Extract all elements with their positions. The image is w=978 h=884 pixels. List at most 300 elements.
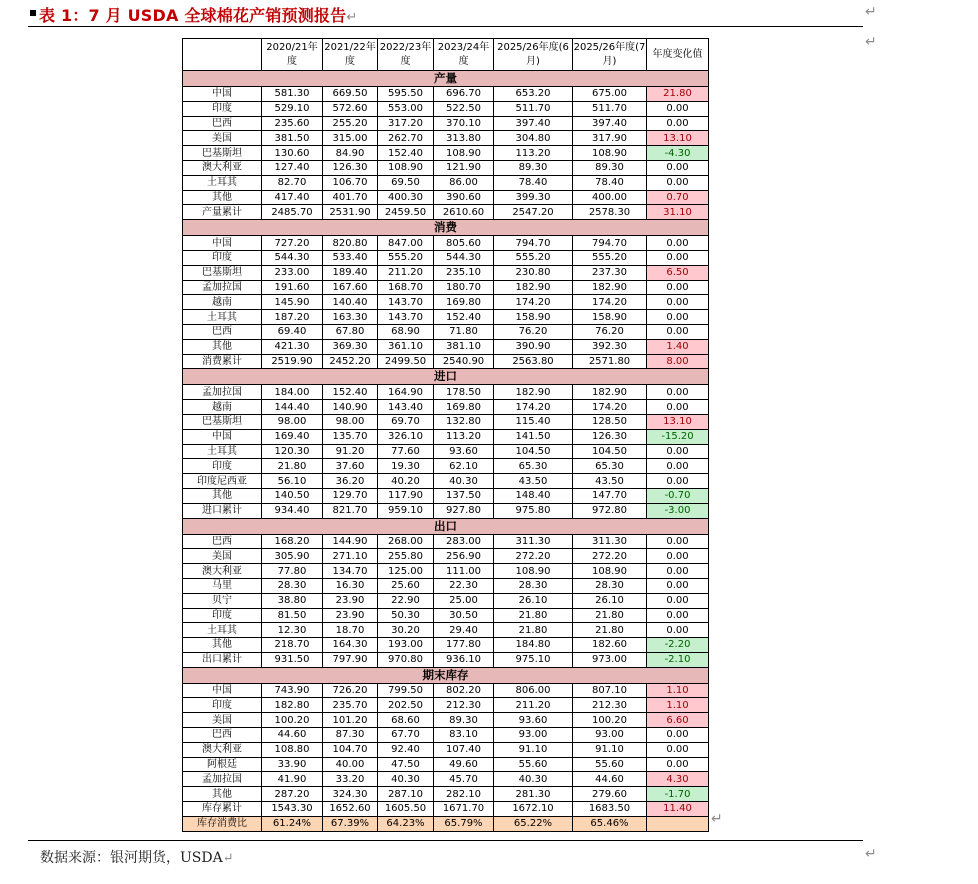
data-cell: 167.60: [323, 280, 378, 295]
data-cell: 182.90: [494, 385, 573, 400]
row-label: 印度: [183, 101, 262, 116]
change-value: 0.00: [647, 175, 709, 190]
column-header: 2025/26年度(6月): [494, 39, 573, 71]
data-cell: 973.00: [573, 652, 647, 667]
table-row: [183, 131, 709, 146]
paragraph-mark-icon: ↵: [865, 4, 877, 20]
data-cell: 93.60: [494, 713, 573, 728]
table-row: [183, 175, 709, 190]
data-cell: 1652.60: [323, 802, 378, 817]
table-row: [183, 295, 709, 310]
change-value: 0.00: [647, 534, 709, 549]
data-cell: 47.50: [378, 757, 434, 772]
title-bar: [28, 2, 863, 27]
data-cell: 104.70: [323, 742, 378, 757]
data-cell: 22.30: [434, 578, 494, 593]
row-label: 巴基斯坦: [183, 265, 262, 280]
row-label: 其他: [183, 638, 262, 653]
data-cell: 390.90: [494, 339, 573, 354]
data-cell: 38.80: [262, 593, 323, 608]
data-cell: 805.60: [434, 236, 494, 251]
data-cell: 92.40: [378, 742, 434, 757]
data-cell: 271.10: [323, 549, 378, 564]
data-cell: 400.00: [573, 190, 647, 205]
data-cell: 799.50: [378, 683, 434, 698]
data-cell: 272.20: [494, 549, 573, 564]
table-row: [183, 757, 709, 772]
section-header-row: [183, 518, 709, 534]
data-cell: 675.00: [573, 87, 647, 102]
data-cell: 29.40: [434, 623, 494, 638]
data-cell: 182.60: [573, 638, 647, 653]
change-value: 0.00: [647, 295, 709, 310]
data-cell: 696.70: [434, 87, 494, 102]
table-row: [183, 250, 709, 265]
table-row: [183, 608, 709, 623]
data-cell: 56.10: [262, 474, 323, 489]
data-cell: 168.70: [378, 280, 434, 295]
data-cell: 936.10: [434, 652, 494, 667]
section-title: 产量: [183, 71, 709, 87]
row-label: 越南: [183, 295, 262, 310]
data-cell: 43.50: [573, 474, 647, 489]
data-cell: 177.80: [434, 638, 494, 653]
data-cell: 287.10: [378, 787, 434, 802]
data-cell: 67.80: [323, 324, 378, 339]
data-cell: 113.20: [494, 146, 573, 161]
data-cell: 135.70: [323, 429, 378, 444]
column-header: 2025/26年度(7月): [573, 39, 647, 71]
data-cell: 184.00: [262, 385, 323, 400]
change-value: 0.00: [647, 564, 709, 579]
data-cell: 806.00: [494, 683, 573, 698]
change-value: -2.20: [647, 638, 709, 653]
row-label: 土耳其: [183, 444, 262, 459]
data-cell: 104.50: [494, 444, 573, 459]
data-cell: 152.40: [323, 385, 378, 400]
column-header: 2020/21年度: [262, 39, 323, 71]
data-cell: 104.50: [573, 444, 647, 459]
change-value: 6.50: [647, 265, 709, 280]
data-cell: 235.70: [323, 698, 378, 713]
data-cell: 727.20: [262, 236, 323, 251]
table-row: [183, 385, 709, 400]
data-cell: 255.80: [378, 549, 434, 564]
change-value: -3.00: [647, 503, 709, 518]
data-cell: 98.00: [323, 414, 378, 429]
data-cell: 2578.30: [573, 205, 647, 220]
data-cell: 163.30: [323, 310, 378, 325]
data-cell: 30.50: [434, 608, 494, 623]
data-cell: 178.50: [434, 385, 494, 400]
data-cell: 40.30: [494, 772, 573, 787]
data-cell: 256.90: [434, 549, 494, 564]
row-label: 其他: [183, 190, 262, 205]
data-cell: 311.30: [573, 534, 647, 549]
change-value: 6.60: [647, 713, 709, 728]
data-cell: 279.60: [573, 787, 647, 802]
data-cell: 68.90: [378, 324, 434, 339]
data-cell: 230.80: [494, 265, 573, 280]
data-cell: 2519.90: [262, 354, 323, 369]
row-label: 印度: [183, 250, 262, 265]
row-label: 产量累计: [183, 205, 262, 220]
data-cell: 511.70: [494, 101, 573, 116]
data-cell: 148.40: [494, 488, 573, 503]
table-row: [183, 564, 709, 579]
data-cell: 115.40: [494, 414, 573, 429]
data-cell: 797.90: [323, 652, 378, 667]
data-cell: 33.20: [323, 772, 378, 787]
data-cell: 820.80: [323, 236, 378, 251]
table-title: 表 1：7 月 USDA 全球棉花产销预测报告↵: [39, 6, 358, 25]
source-note: 数据来源：银河期货，USDA↵: [40, 850, 234, 866]
data-cell: 397.40: [494, 116, 573, 131]
data-cell: 931.50: [262, 652, 323, 667]
data-cell: 555.20: [573, 250, 647, 265]
table-row: [183, 787, 709, 802]
row-label: 澳大利亚: [183, 564, 262, 579]
data-cell: 91.10: [494, 742, 573, 757]
data-cell: 69.50: [378, 175, 434, 190]
data-cell: 794.70: [573, 236, 647, 251]
change-value: 0.70: [647, 190, 709, 205]
data-cell: 107.40: [434, 742, 494, 757]
data-cell: 572.60: [323, 101, 378, 116]
row-label: 巴西: [183, 324, 262, 339]
change-value: -0.70: [647, 488, 709, 503]
data-cell: 193.00: [378, 638, 434, 653]
change-value: 0.00: [647, 474, 709, 489]
change-value: 11.40: [647, 802, 709, 817]
data-cell: 25.60: [378, 578, 434, 593]
data-cell: 129.70: [323, 488, 378, 503]
data-cell: 89.30: [573, 160, 647, 175]
data-cell: 400.30: [378, 190, 434, 205]
change-value: 0.00: [647, 549, 709, 564]
data-cell: 370.10: [434, 116, 494, 131]
data-cell: 40.00: [323, 757, 378, 772]
data-cell: 43.50: [494, 474, 573, 489]
data-cell: 529.10: [262, 101, 323, 116]
row-label: 库存消费比: [183, 816, 262, 831]
row-label: 印度: [183, 608, 262, 623]
change-value: 0.00: [647, 578, 709, 593]
data-cell: 36.20: [323, 474, 378, 489]
data-cell: 121.90: [434, 160, 494, 175]
data-cell: 91.20: [323, 444, 378, 459]
data-cell: 168.20: [262, 534, 323, 549]
data-cell: 233.00: [262, 265, 323, 280]
data-cell: 108.90: [434, 146, 494, 161]
data-cell: 324.30: [323, 787, 378, 802]
data-cell: 174.20: [573, 400, 647, 415]
data-cell: 40.30: [378, 772, 434, 787]
change-value: 0.00: [647, 250, 709, 265]
change-value: 1.10: [647, 698, 709, 713]
paragraph-mark-icon: ↵: [865, 34, 877, 50]
data-cell: 555.20: [494, 250, 573, 265]
data-cell: 553.00: [378, 101, 434, 116]
data-cell: 41.90: [262, 772, 323, 787]
row-label: 中国: [183, 87, 262, 102]
data-cell: 182.90: [494, 280, 573, 295]
data-cell: 158.90: [494, 310, 573, 325]
table-row: [183, 549, 709, 564]
data-cell: 77.60: [378, 444, 434, 459]
data-cell: 89.30: [494, 160, 573, 175]
data-cell: 18.70: [323, 623, 378, 638]
data-cell: 417.40: [262, 190, 323, 205]
data-cell: 2547.20: [494, 205, 573, 220]
data-cell: 65.22%: [494, 816, 573, 831]
table-row: [183, 503, 709, 518]
table-row: [183, 728, 709, 743]
section-header-row: [183, 220, 709, 236]
data-cell: 26.10: [573, 593, 647, 608]
data-cell: 126.30: [323, 160, 378, 175]
data-cell: 317.90: [573, 131, 647, 146]
data-cell: 93.00: [573, 728, 647, 743]
data-cell: 392.30: [573, 339, 647, 354]
table-row: [183, 802, 709, 817]
data-cell: 140.40: [323, 295, 378, 310]
data-cell: 21.80: [494, 623, 573, 638]
data-cell: 65.30: [573, 459, 647, 474]
data-cell: 144.40: [262, 400, 323, 415]
data-cell: 174.20: [573, 295, 647, 310]
data-cell: 970.80: [378, 652, 434, 667]
data-cell: 21.80: [573, 623, 647, 638]
row-label: 美国: [183, 131, 262, 146]
data-cell: 37.60: [323, 459, 378, 474]
data-cell: 164.30: [323, 638, 378, 653]
data-cell: 93.00: [494, 728, 573, 743]
table-row: [183, 324, 709, 339]
data-cell: 106.70: [323, 175, 378, 190]
data-cell: 140.50: [262, 488, 323, 503]
data-cell: 401.70: [323, 190, 378, 205]
data-cell: 33.90: [262, 757, 323, 772]
data-cell: 807.10: [573, 683, 647, 698]
table-row: [183, 354, 709, 369]
data-cell: 84.90: [323, 146, 378, 161]
change-value: 0.00: [647, 444, 709, 459]
data-cell: 2452.20: [323, 354, 378, 369]
data-cell: 40.30: [434, 474, 494, 489]
data-cell: 326.10: [378, 429, 434, 444]
change-value: 4.30: [647, 772, 709, 787]
change-value: 0.00: [647, 236, 709, 251]
data-cell: 187.20: [262, 310, 323, 325]
data-cell: 169.80: [434, 400, 494, 415]
column-header: 年度变化值: [647, 39, 709, 71]
data-cell: 421.30: [262, 339, 323, 354]
data-cell: 68.60: [378, 713, 434, 728]
row-label: 澳大利亚: [183, 742, 262, 757]
change-value: -15.20: [647, 429, 709, 444]
data-cell: 2571.80: [573, 354, 647, 369]
row-label: 美国: [183, 713, 262, 728]
data-cell: 64.23%: [378, 816, 434, 831]
data-cell: 28.30: [262, 578, 323, 593]
table-row: [183, 652, 709, 667]
data-cell: 152.40: [434, 310, 494, 325]
data-cell: 2485.70: [262, 205, 323, 220]
data-cell: 82.70: [262, 175, 323, 190]
data-cell: 794.70: [494, 236, 573, 251]
table-row: [183, 339, 709, 354]
data-cell: 28.30: [573, 578, 647, 593]
section-header-row: [183, 71, 709, 87]
change-value: 31.10: [647, 205, 709, 220]
section-title: 出口: [183, 518, 709, 534]
data-cell: 78.40: [494, 175, 573, 190]
data-cell: 169.80: [434, 295, 494, 310]
row-label: 越南: [183, 400, 262, 415]
data-cell: 65.79%: [434, 816, 494, 831]
data-cell: 1605.50: [378, 802, 434, 817]
data-cell: 237.30: [573, 265, 647, 280]
data-cell: 44.60: [262, 728, 323, 743]
change-value: 13.10: [647, 131, 709, 146]
table-row: [183, 146, 709, 161]
table-row: [183, 772, 709, 787]
data-cell: 108.90: [573, 146, 647, 161]
data-cell: 76.20: [494, 324, 573, 339]
row-label: 美国: [183, 549, 262, 564]
data-cell: 595.50: [378, 87, 434, 102]
change-value: 0.00: [647, 160, 709, 175]
data-cell: 1683.50: [573, 802, 647, 817]
table-row: [183, 265, 709, 280]
data-cell: 108.80: [262, 742, 323, 757]
data-cell: 511.70: [573, 101, 647, 116]
row-label: 中国: [183, 429, 262, 444]
data-cell: 2499.50: [378, 354, 434, 369]
data-cell: 390.60: [434, 190, 494, 205]
change-value: 0.00: [647, 728, 709, 743]
table-row: [183, 429, 709, 444]
data-cell: 821.70: [323, 503, 378, 518]
row-label: 孟加拉国: [183, 772, 262, 787]
change-value: 0.00: [647, 324, 709, 339]
data-cell: 144.90: [323, 534, 378, 549]
data-cell: 141.50: [494, 429, 573, 444]
row-label: 印度: [183, 459, 262, 474]
row-label: 土耳其: [183, 175, 262, 190]
data-cell: 87.30: [323, 728, 378, 743]
data-cell: 847.00: [378, 236, 434, 251]
table-row: [183, 160, 709, 175]
row-label: 其他: [183, 787, 262, 802]
data-cell: 140.90: [323, 400, 378, 415]
data-cell: 126.30: [573, 429, 647, 444]
data-cell: 726.20: [323, 683, 378, 698]
data-cell: 304.80: [494, 131, 573, 146]
change-value: 0.00: [647, 385, 709, 400]
data-cell: 21.80: [262, 459, 323, 474]
data-cell: 69.40: [262, 324, 323, 339]
data-cell: 287.20: [262, 787, 323, 802]
change-value: 0.00: [647, 280, 709, 295]
data-cell: 934.40: [262, 503, 323, 518]
data-cell: 533.40: [323, 250, 378, 265]
data-cell: 212.30: [573, 698, 647, 713]
data-cell: 282.10: [434, 787, 494, 802]
data-cell: [647, 816, 709, 831]
data-cell: 113.20: [434, 429, 494, 444]
data-cell: 555.20: [378, 250, 434, 265]
data-cell: 211.20: [494, 698, 573, 713]
data-cell: 77.80: [262, 564, 323, 579]
row-label: 印度尼西亚: [183, 474, 262, 489]
data-cell: 653.20: [494, 87, 573, 102]
data-cell: 184.80: [494, 638, 573, 653]
row-label: 巴基斯坦: [183, 146, 262, 161]
data-cell: 211.20: [378, 265, 434, 280]
data-cell: 397.40: [573, 116, 647, 131]
data-cell: 189.40: [323, 265, 378, 280]
data-cell: 1543.30: [262, 802, 323, 817]
stock-to-use-ratio-row: [183, 816, 709, 831]
data-cell: 23.90: [323, 593, 378, 608]
table-row: [183, 400, 709, 415]
data-cell: 2459.50: [378, 205, 434, 220]
row-label: 印度: [183, 698, 262, 713]
data-cell: 76.20: [573, 324, 647, 339]
table-row: [183, 116, 709, 131]
data-cell: 81.50: [262, 608, 323, 623]
data-cell: 147.70: [573, 488, 647, 503]
data-cell: 100.20: [573, 713, 647, 728]
data-cell: 61.24%: [262, 816, 323, 831]
data-cell: 152.40: [378, 146, 434, 161]
data-cell: 30.20: [378, 623, 434, 638]
data-cell: 180.70: [434, 280, 494, 295]
row-label: 马里: [183, 578, 262, 593]
data-cell: 959.10: [378, 503, 434, 518]
data-cell: 16.30: [323, 578, 378, 593]
data-cell: 975.10: [494, 652, 573, 667]
table-row: [183, 444, 709, 459]
change-value: -2.10: [647, 652, 709, 667]
data-cell: 669.50: [323, 87, 378, 102]
data-cell: 191.60: [262, 280, 323, 295]
table-row: [183, 414, 709, 429]
change-value: 8.00: [647, 354, 709, 369]
change-value: -4.30: [647, 146, 709, 161]
row-label: 孟加拉国: [183, 385, 262, 400]
data-cell: 127.40: [262, 160, 323, 175]
change-value: 0.00: [647, 608, 709, 623]
data-cell: 83.10: [434, 728, 494, 743]
data-cell: 108.90: [378, 160, 434, 175]
data-cell: 67.39%: [323, 816, 378, 831]
data-cell: 143.70: [378, 295, 434, 310]
data-cell: 69.70: [378, 414, 434, 429]
data-cell: 25.00: [434, 593, 494, 608]
table-row: [183, 205, 709, 220]
data-cell: 281.30: [494, 787, 573, 802]
data-cell: 381.50: [262, 131, 323, 146]
data-cell: 71.80: [434, 324, 494, 339]
table-row: [183, 459, 709, 474]
row-label: 土耳其: [183, 310, 262, 325]
section-title: 进口: [183, 369, 709, 385]
table-row: [183, 578, 709, 593]
row-label: 进口累计: [183, 503, 262, 518]
